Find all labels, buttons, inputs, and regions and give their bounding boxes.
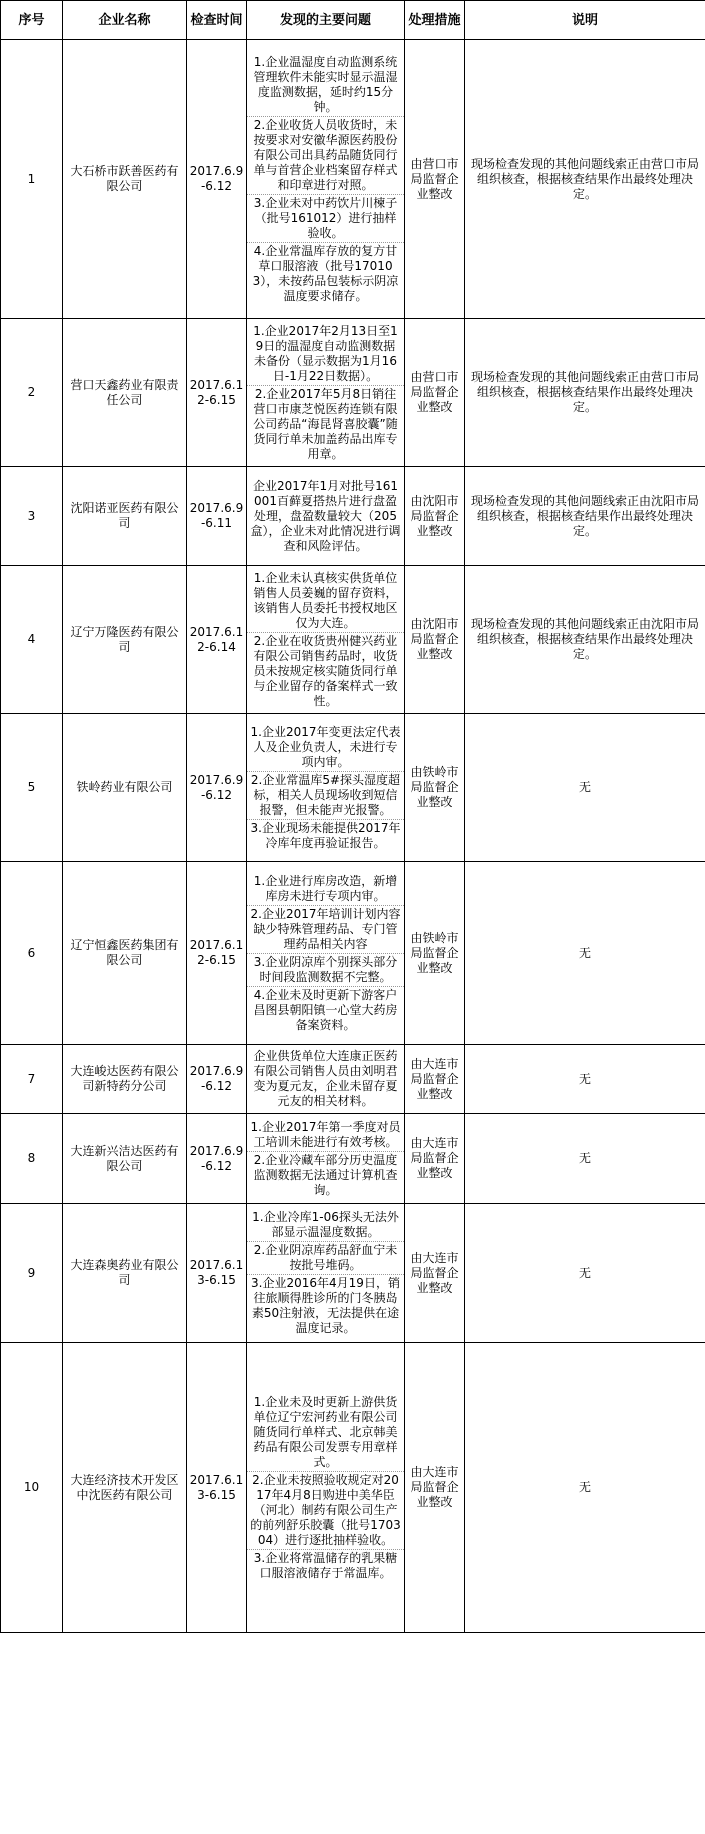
handling-measure: 由大连市局监督企业整改 (405, 1204, 465, 1343)
handling-measure: 由大连市局监督企业整改 (405, 1045, 465, 1114)
company-name: 大连经济技术开发区中沈医药有限公司 (63, 1343, 187, 1633)
inspection-date: 2017.6.9-6.12 (187, 714, 247, 862)
row-index: 8 (1, 1114, 63, 1204)
row-index: 10 (1, 1343, 63, 1633)
handling-measure: 由营口市局监督企业整改 (405, 40, 465, 319)
table-row (1, 319, 705, 467)
company-name: 大连森奥药业有限公司 (63, 1204, 187, 1343)
row-index: 9 (1, 1204, 63, 1343)
header-measure: 处理措施 (405, 1, 465, 40)
problems-cell (247, 40, 405, 319)
company-name: 辽宁万隆医药有限公司 (63, 566, 187, 714)
handling-measure: 由大连市局监督企业整改 (405, 1114, 465, 1204)
row-index: 4 (1, 566, 63, 714)
inspection-date: 2017.6.13-6.15 (187, 1343, 247, 1633)
row-index: 5 (1, 714, 63, 862)
inspection-date: 2017.6.13-6.15 (187, 1204, 247, 1343)
handling-measure: 由沈阳市局监督企业整改 (405, 566, 465, 714)
problem-item: 3.企业阴凉库个别探头部分时间段监测数据不完整。 (247, 954, 404, 987)
table-row (1, 1343, 705, 1633)
problem-item: 1.企业未认真核实供货单位销售人员姜巍的留存资料，该销售人员委托书授权地区仅为大连。 (247, 570, 404, 633)
handling-measure: 由沈阳市局监督企业整改 (405, 467, 465, 566)
header-note: 说明 (465, 1, 705, 40)
problem-item: 1.企业温湿度自动监测系统管理软件未能实时显示温湿度监测数据，延时约15分钟。 (247, 54, 404, 117)
row-index: 6 (1, 862, 63, 1045)
problem-item: 1.企业2017年变更法定代表人及企业负责人，未进行专项内审。 (247, 724, 404, 772)
inspection-date: 2017.6.12-6.15 (187, 319, 247, 467)
company-name: 大石桥市跃善医药有限公司 (63, 40, 187, 319)
table-row (1, 1204, 705, 1343)
problem-item: 2.企业在收货贵州健兴药业有限公司销售药品时，收货员未按规定核实随货同行单与企业留存的备案样式一致性。 (253, 633, 398, 708)
problem-item: 3.企业2016年4月19日，销往旅顺得胜诊所的门冬胰岛素50注射液，无法提供在途温度记录。 (251, 1276, 400, 1335)
problem-item: 企业供货单位大连康正医药有限公司销售人员由刘明君变为夏元友，企业未留存夏元友的相关材料。 (253, 1049, 398, 1108)
problem-item: 2.企业未按照验收规定对2017年4月8日购进中美华臣（河北）制药有限公司生产的前列舒乐胶囊（批号170304）进行逐批抽样验收。 (247, 1472, 404, 1550)
problem-item: 3.企业将常温储存的乳果糖口服溶液储存于常温库。 (253, 1550, 398, 1580)
table-row (1, 1045, 705, 1114)
problem-item: 3.企业现场未能提供2017年冷库年度再验证报告。 (250, 820, 401, 850)
handling-measure: 由铁岭市局监督企业整改 (405, 862, 465, 1045)
header-problems: 发现的主要问题 (247, 1, 405, 40)
note: 无 (465, 714, 705, 862)
note: 现场检查发现的其他问题线索正由营口市局组织核查，根据核查结果作出最终处理决定。 (465, 319, 705, 467)
problems-cell (247, 862, 405, 1045)
problem-item: 2.企业2017年5月8日销往营口市康芝悦医药连锁有限公司药品“海昆肾喜胶囊”随货同行单未加盖药品出库专用章。 (253, 386, 398, 461)
inspection-date: 2017.6.12-6.15 (187, 862, 247, 1045)
note: 无 (465, 1114, 705, 1204)
problem-item: 1.企业2017年第一季度对员工培训未能进行有效考核。 (247, 1119, 404, 1152)
problem-item: 企业2017年1月对批号161001百藓夏搭热片进行盘盈处理，盘盈数量较大（205盒），企业未对此情况进行调查和风险评估。 (250, 478, 401, 553)
problems-cell (247, 1045, 405, 1114)
problems-cell (247, 467, 405, 566)
company-name: 铁岭药业有限公司 (63, 714, 187, 862)
problems-cell (247, 1114, 405, 1204)
header-company: 企业名称 (63, 1, 187, 40)
problems-cell (247, 714, 405, 862)
inspection-date: 2017.6.9-6.12 (187, 40, 247, 319)
row-index: 1 (1, 40, 63, 319)
problems-cell (247, 1204, 405, 1343)
inspection-date: 2017.6.9-6.11 (187, 467, 247, 566)
problem-item: 2.企业收货人员收货时，未按要求对安徽华源医药股份有限公司出具药品随货同行单与首营企业档案留存样式和印章进行对照。 (247, 117, 404, 195)
problem-item: 1.企业2017年2月13日至19日的温湿度自动监测数据未备份（显示数据为1月16日-1月22日数据）。 (247, 323, 404, 386)
problem-item: 2.企业阴凉库药品舒血宁未按批号堆码。 (247, 1242, 404, 1275)
problem-item: 4.企业未及时更新下游客户昌图县朝阳镇一心堂大药房备案资料。 (253, 987, 398, 1032)
company-name: 大连峻达医药有限公司新特药分公司 (63, 1045, 187, 1114)
note: 现场检查发现的其他问题线索正由营口市局组织核查，根据核查结果作出最终处理决定。 (465, 40, 705, 319)
problems-cell (247, 1343, 405, 1633)
table-row (1, 1114, 705, 1204)
row-index: 2 (1, 319, 63, 467)
problem-item: 4.企业常温库存放的复方甘草口服溶液（批号170103），未按药品包装标示阴凉温度要求储存。 (252, 243, 399, 303)
inspection-date: 2017.6.9-6.12 (187, 1045, 247, 1114)
problems-cell (247, 319, 405, 467)
note: 现场检查发现的其他问题线索正由沈阳市局组织核查，根据核查结果作出最终处理决定。 (465, 467, 705, 566)
inspection-date: 2017.6.9-6.12 (187, 1114, 247, 1204)
header-date: 检查时间 (187, 1, 247, 40)
note: 无 (465, 1204, 705, 1343)
problem-item: 2.企业常温库5#探头湿度超标，相关人员现场收到短信报警，但未能声光报警。 (247, 772, 404, 820)
row-index: 3 (1, 467, 63, 566)
problem-item: 1.企业未及时更新上游供货单位辽宁宏河药业有限公司随货同行单样式、北京韩美药品有限公司发票专用章样式。 (247, 1394, 404, 1472)
company-name: 大连新兴洁达医药有限公司 (63, 1114, 187, 1204)
table-row (1, 467, 705, 566)
problem-item: 2.企业2017年培训计划内容缺少特殊管理药品、专门管理药品相关内容 (247, 906, 404, 954)
company-name: 沈阳诺亚医药有限公司 (63, 467, 187, 566)
company-name: 辽宁恒鑫医药集团有限公司 (63, 862, 187, 1045)
note: 现场检查发现的其他问题线索正由沈阳市局组织核查，根据核查结果作出最终处理决定。 (465, 566, 705, 714)
handling-measure: 由大连市局监督企业整改 (405, 1343, 465, 1633)
note: 无 (465, 862, 705, 1045)
table-row (1, 566, 705, 714)
company-name: 营口天鑫药业有限责任公司 (63, 319, 187, 467)
table-row (1, 714, 705, 862)
note: 无 (465, 1343, 705, 1633)
handling-measure: 由铁岭市局监督企业整改 (405, 714, 465, 862)
header-index: 序号 (1, 1, 63, 40)
row-index: 7 (1, 1045, 63, 1114)
problem-item: 1.企业冷库1-06探头无法外部显示温湿度数据。 (247, 1209, 404, 1242)
table-row (1, 40, 705, 319)
note: 无 (465, 1045, 705, 1114)
inspection-date: 2017.6.12-6.14 (187, 566, 247, 714)
problem-item: 2.企业冷藏车部分历史温度监测数据无法通过计算机查询。 (253, 1152, 398, 1197)
header-row (1, 1, 705, 40)
problems-cell (247, 566, 405, 714)
problem-item: 1.企业进行库房改造，新增库房未进行专项内审。 (247, 873, 404, 906)
table-row (1, 862, 705, 1045)
problem-item: 3.企业未对中药饮片川楝子（批号161012）进行抽样验收。 (247, 195, 404, 243)
handling-measure: 由营口市局监督企业整改 (405, 319, 465, 467)
